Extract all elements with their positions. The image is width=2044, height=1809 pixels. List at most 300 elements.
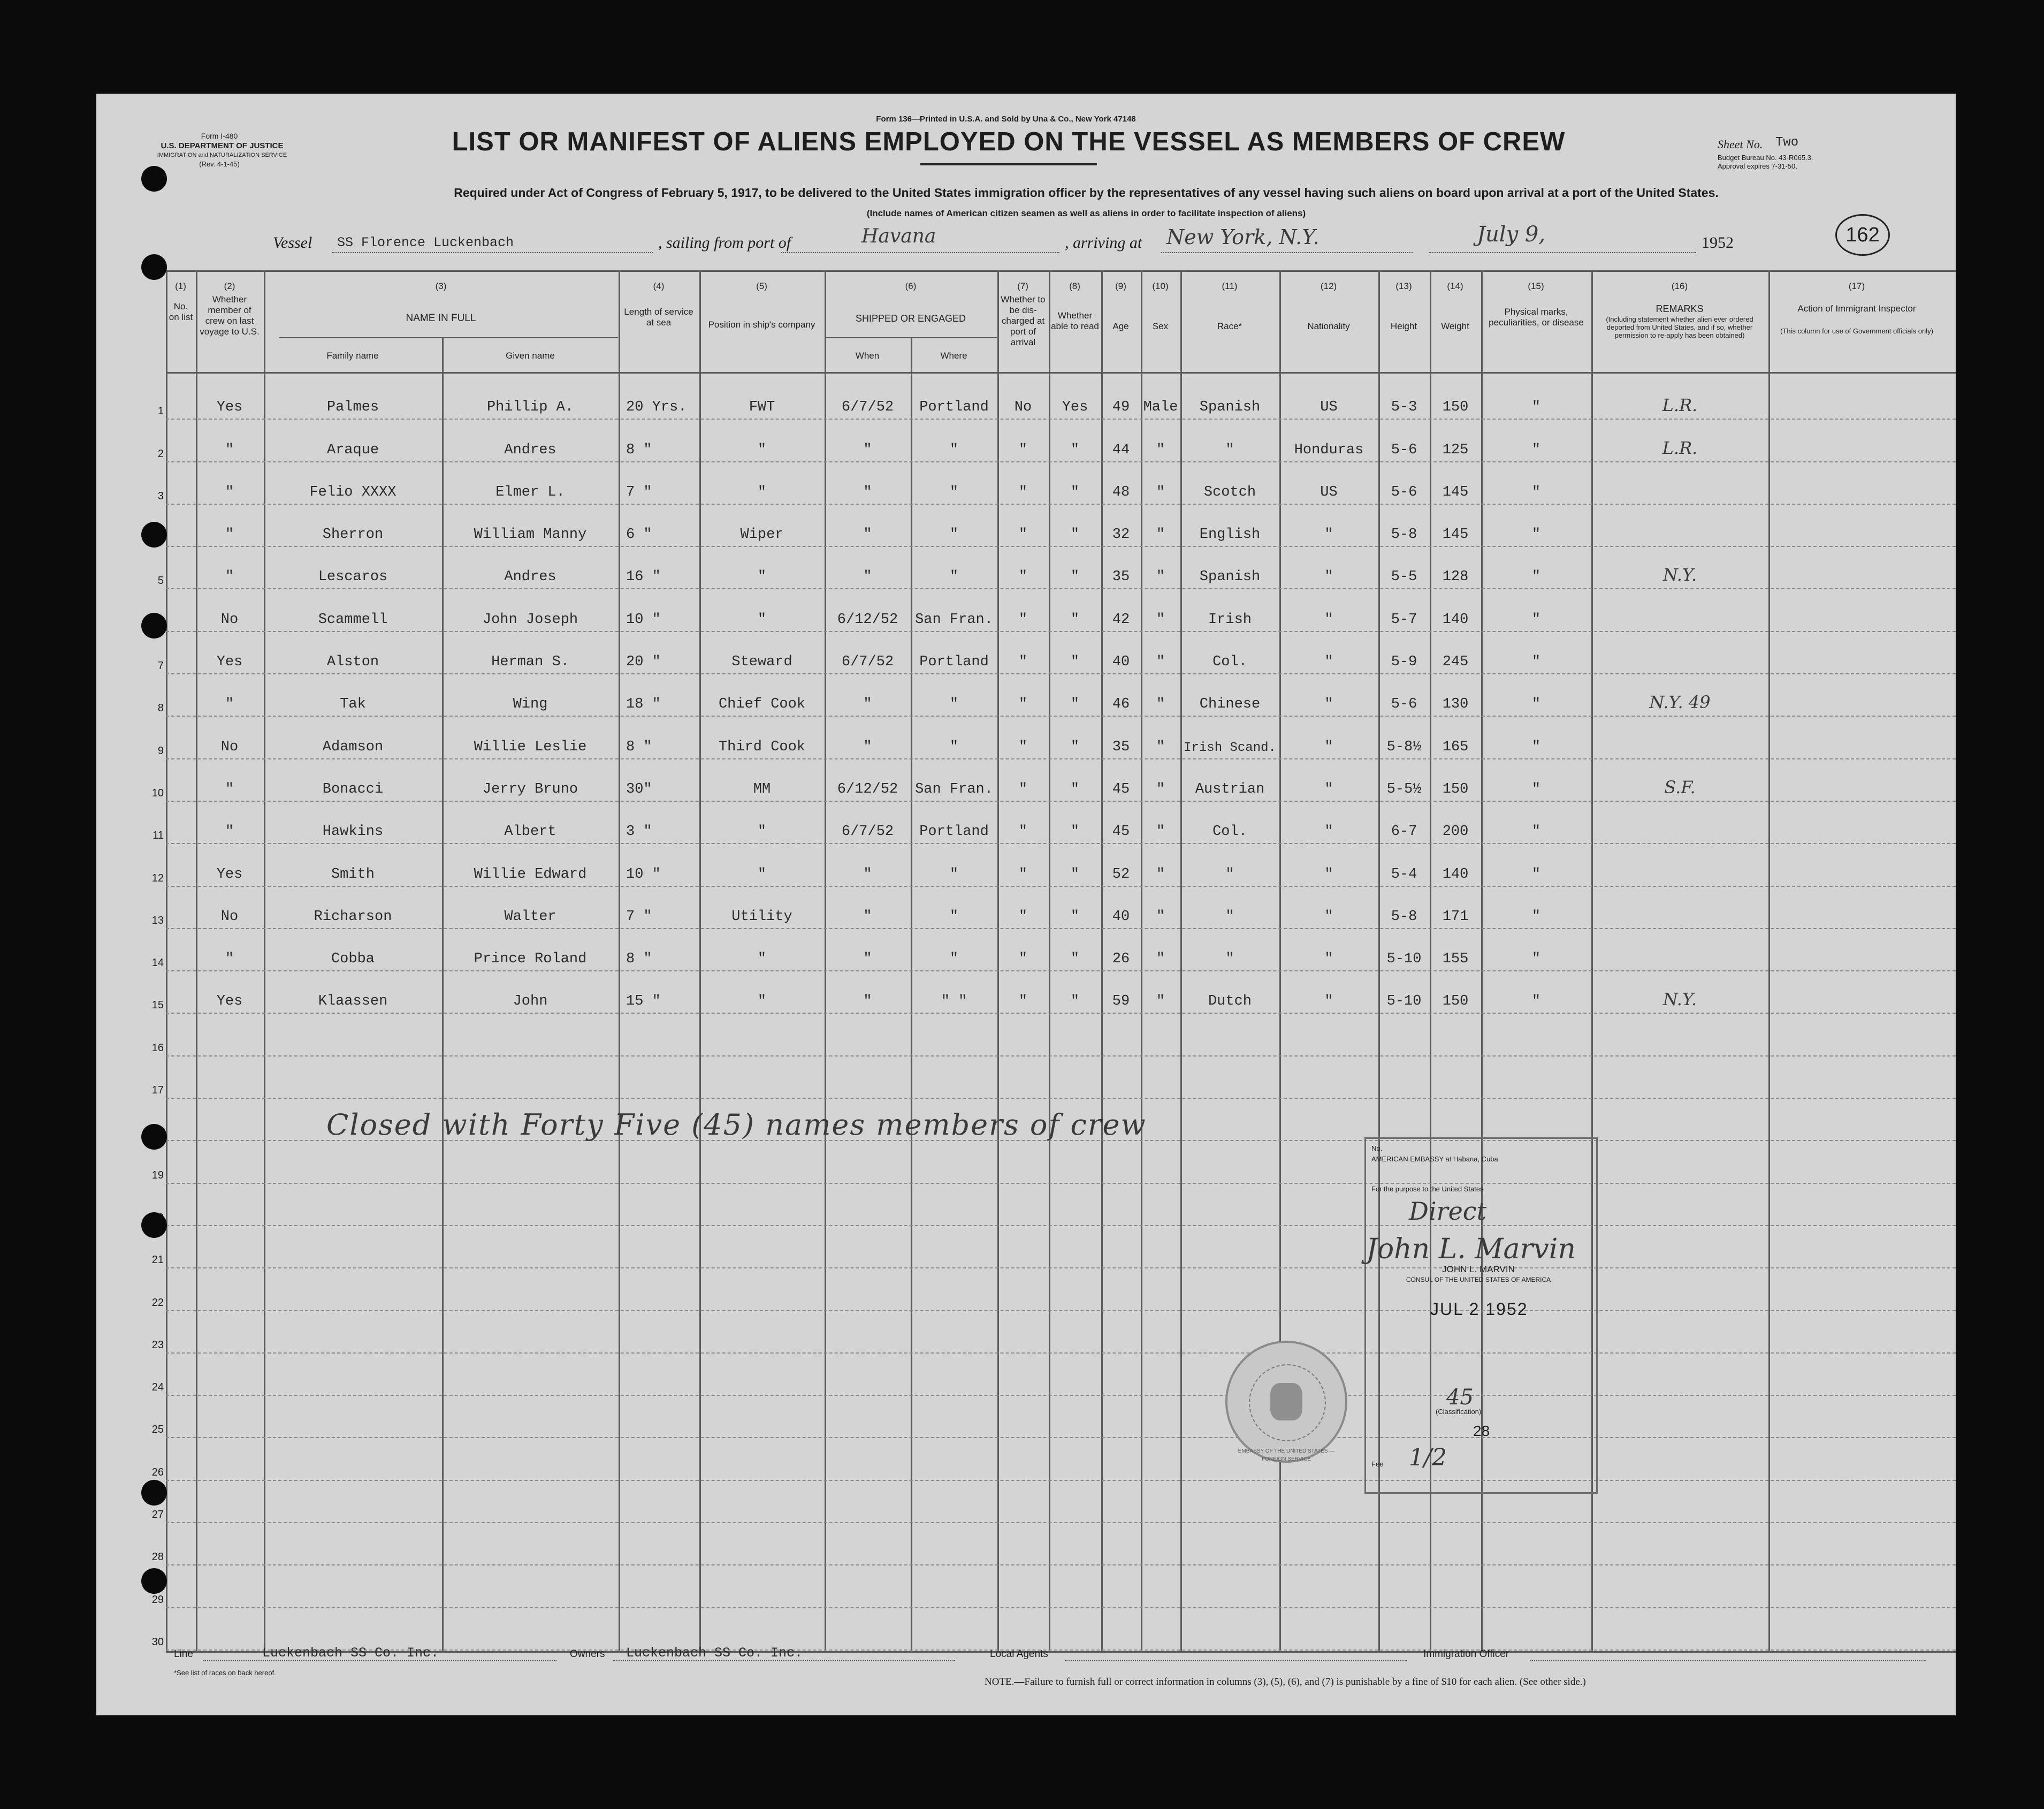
age: 40	[1112, 654, 1130, 671]
family-name: Bonacci	[322, 781, 384, 797]
age: 45	[1112, 824, 1130, 840]
crew-prev-voyage: "	[225, 569, 234, 586]
punch-hole	[141, 613, 167, 639]
row-number: 14	[151, 957, 164, 969]
col-label-age: Age	[1112, 321, 1129, 331]
table-row	[96, 1523, 1956, 1565]
service-length: 8 "	[626, 951, 652, 968]
nationality: Honduras	[1294, 442, 1364, 458]
stamp-embassy: AMERICAN EMBASSY at Habana, Cuba	[1371, 1155, 1498, 1163]
arriving-underline	[1161, 252, 1413, 253]
physical-marks: "	[1531, 824, 1541, 840]
shipped-where: "	[949, 527, 959, 543]
height: 5-7	[1391, 611, 1417, 628]
crew-prev-voyage: Yes	[216, 866, 243, 883]
stamp-number-label: No.	[1371, 1144, 1383, 1152]
discharge-flag: "	[1018, 442, 1028, 458]
height: 5-5	[1391, 569, 1417, 586]
col-label-given-name: Given name	[506, 351, 555, 361]
col-num-14: (14)	[1447, 281, 1463, 291]
race: "	[1225, 951, 1234, 968]
closing-note: Closed with Forty Five (45) names members of crew	[326, 1108, 1147, 1142]
nationality: "	[1324, 739, 1333, 755]
shipped-when: "	[863, 951, 872, 968]
col-num-7: (7)	[1017, 281, 1028, 291]
family-name: Palmes	[326, 399, 379, 416]
page-number-circle: 162	[1835, 214, 1890, 256]
table-row	[96, 1014, 1956, 1056]
service-length: 8 "	[626, 442, 652, 458]
shipped-where: Portland	[919, 654, 989, 671]
service-length: 8 "	[626, 739, 652, 755]
table-row	[96, 1396, 1956, 1438]
physical-marks: "	[1531, 993, 1541, 1010]
row-number: 2	[157, 447, 164, 460]
shipped-when: 6/12/52	[837, 611, 898, 628]
family-name: Araque	[326, 442, 379, 458]
col-num-3: (3)	[435, 281, 447, 291]
nationality: "	[1324, 908, 1333, 925]
line-value: Luckenbach SS Co. Inc.	[262, 1645, 439, 1661]
age: 45	[1112, 781, 1130, 797]
name-subheader-rule	[279, 337, 618, 338]
service-length: 7 "	[626, 908, 652, 925]
given-name: Walter	[504, 908, 556, 925]
given-name: Herman S.	[491, 654, 569, 671]
row-number: 26	[151, 1466, 164, 1478]
col-label-remarks: REMARKS	[1656, 303, 1704, 314]
age: 42	[1112, 611, 1130, 628]
table-row	[96, 1226, 1956, 1268]
weight: 245	[1442, 654, 1469, 671]
ship-position: Wiper	[740, 527, 784, 543]
age: 59	[1112, 993, 1130, 1010]
given-name: Jerry Bruno	[482, 781, 578, 797]
shipped-where: Portland	[919, 824, 989, 840]
remarks: L.R.	[1662, 395, 1698, 416]
col-label-position: Position in ship's company	[708, 320, 815, 330]
col-num-10: (10)	[1152, 281, 1169, 291]
col-label-family-name: Family name	[326, 351, 379, 361]
col-num-8: (8)	[1069, 281, 1080, 291]
remarks: N.Y.	[1662, 989, 1697, 1010]
able-to-read: "	[1070, 696, 1080, 713]
table-row	[96, 1439, 1956, 1481]
row-number: 11	[152, 830, 164, 842]
family-name: Scammell	[318, 611, 388, 628]
able-to-read: "	[1070, 654, 1080, 671]
table-body	[96, 377, 1956, 1651]
discharge-flag: "	[1018, 739, 1028, 755]
col-num-11: (11)	[1222, 281, 1238, 291]
service-length: 10 "	[626, 611, 661, 628]
family-name: Cobba	[331, 951, 375, 968]
height: 5-6	[1391, 484, 1417, 500]
nationality: "	[1324, 781, 1333, 797]
col-label-read: Whether able to read	[1051, 310, 1099, 331]
table-top-rule	[166, 270, 1956, 272]
height: 5-8	[1391, 908, 1417, 925]
service-length: 7 "	[626, 484, 652, 500]
height: 6-7	[1391, 824, 1417, 840]
row-number: 9	[157, 744, 164, 757]
given-name: John	[513, 993, 548, 1010]
col-label-discharge: Whether to be dis-charged at port of arrival	[1001, 294, 1046, 347]
crew-prev-voyage: No	[220, 611, 239, 628]
shipped-when: 6/12/52	[837, 781, 898, 797]
col-label-name: NAME IN FULL	[406, 313, 476, 324]
include-statement: (Include names of American citizen seamen as well as aliens in order to facilitate inspection of aliens)	[866, 208, 1306, 218]
crew-prev-voyage: "	[225, 824, 234, 840]
sex: "	[1156, 442, 1165, 458]
crew-prev-voyage: Yes	[216, 654, 243, 671]
service-name: IMMIGRATION and NATURALIZATION SERVICE	[157, 152, 287, 158]
physical-marks: "	[1531, 739, 1541, 755]
table-row	[96, 377, 1956, 420]
crew-prev-voyage: "	[225, 527, 234, 543]
family-name: Adamson	[322, 739, 384, 755]
crew-prev-voyage: "	[225, 696, 234, 713]
owners-value: Luckenbach SS Co. Inc.	[626, 1645, 803, 1661]
table-row	[96, 462, 1956, 505]
physical-marks: "	[1531, 866, 1541, 883]
punch-hole	[141, 1212, 167, 1238]
physical-marks: "	[1531, 442, 1541, 458]
given-name: Elmer L.	[495, 484, 565, 500]
nationality: "	[1324, 569, 1333, 586]
sailing-label: , sailing from port of	[658, 234, 791, 252]
able-to-read: "	[1070, 781, 1080, 797]
table-row	[96, 590, 1956, 632]
able-to-read: "	[1070, 993, 1080, 1010]
col-num-17: (17)	[1848, 281, 1865, 291]
races-note: *See list of races on back hereof.	[174, 1669, 276, 1677]
fine-note: NOTE.—Failure to furnish full or correct information in columns (3), (5), (6), and (7) is punishable by a fine of $10 for each alien. (See other side.)	[985, 1676, 1586, 1688]
embassy-seal	[1225, 1341, 1347, 1463]
row-number: 24	[151, 1381, 164, 1394]
punch-hole	[141, 254, 167, 280]
shipped-where: "	[949, 696, 959, 713]
col-label-height: Height	[1390, 321, 1417, 331]
race: Dutch	[1208, 993, 1252, 1010]
able-to-read: "	[1070, 442, 1080, 458]
owners-label: Owners	[570, 1648, 605, 1660]
col-num-9: (9)	[1115, 281, 1126, 291]
shipped-when: "	[863, 866, 872, 883]
arriving-port: New York, N.Y.	[1166, 225, 1320, 249]
table-row	[96, 971, 1956, 1014]
physical-marks: "	[1531, 951, 1541, 968]
nationality: "	[1324, 611, 1333, 628]
remarks: L.R.	[1662, 437, 1698, 458]
col-label-marks: Physical marks, peculiarities, or disease	[1489, 307, 1584, 328]
height: 5-5½	[1386, 781, 1422, 797]
table-row	[96, 1565, 1956, 1608]
table-row	[96, 844, 1956, 886]
given-name: Willie Leslie	[474, 739, 587, 755]
service-length: 20 "	[626, 654, 661, 671]
ship-position: "	[757, 824, 767, 840]
shipped-where: "	[949, 739, 959, 755]
able-to-read: "	[1070, 739, 1080, 755]
table-row	[96, 1268, 1956, 1311]
col-num-5: (5)	[756, 281, 767, 291]
manifest-sheet	[96, 94, 1956, 1715]
crew-prev-voyage: Yes	[216, 399, 243, 416]
crew-prev-voyage: "	[225, 781, 234, 797]
shipped-where: "	[949, 951, 959, 968]
ship-position: "	[757, 569, 767, 586]
remarks: N.Y. 49	[1649, 692, 1711, 713]
col-label-when: When	[855, 351, 880, 361]
able-to-read: "	[1070, 866, 1080, 883]
col-num-6: (6)	[905, 281, 917, 291]
age: 26	[1112, 951, 1130, 968]
race: "	[1225, 866, 1234, 883]
required-statement: Required under Act of Congress of February 5, 1917, to be delivered to the United States immigration officer by the representatives of any vessel having such aliens on board upon arrival at a port of the United States.	[454, 186, 1719, 200]
discharge-flag: "	[1018, 484, 1028, 500]
family-name: Felio XXXX	[309, 484, 396, 500]
ship-position: Steward	[731, 654, 792, 671]
line-label: Line	[174, 1648, 193, 1660]
seal-legend: EMBASSY OF THE UNITED STATES — FOREIGN SERVICE	[1238, 1448, 1335, 1462]
nationality: "	[1324, 951, 1333, 968]
col-num-4: (4)	[653, 281, 665, 291]
punch-hole	[141, 1480, 167, 1506]
discharge-flag: No	[1014, 399, 1032, 416]
crew-prev-voyage: "	[225, 951, 234, 968]
owners-underline	[613, 1660, 955, 1661]
physical-marks: "	[1531, 654, 1541, 671]
ship-position: "	[757, 951, 767, 968]
vessel-name: SS Florence Luckenbach	[337, 235, 514, 250]
row-number: 28	[151, 1551, 164, 1563]
weight: 145	[1442, 484, 1469, 500]
discharge-flag: "	[1018, 993, 1028, 1010]
height: 5-3	[1391, 399, 1417, 416]
footer	[96, 1643, 1956, 1707]
ship-position: MM	[753, 781, 771, 797]
age: 48	[1112, 484, 1130, 500]
able-to-read: Yes	[1062, 399, 1088, 416]
consular-stamp	[1364, 1137, 1598, 1494]
service-length: 3 "	[626, 824, 652, 840]
family-name: Klaassen	[318, 993, 388, 1010]
service-length: 18 "	[626, 696, 661, 713]
row-number: 13	[151, 914, 164, 926]
header-bottom-rule	[166, 372, 1956, 374]
row-number: 27	[151, 1509, 164, 1521]
sailing-underline	[781, 252, 1059, 253]
discharge-flag: "	[1018, 866, 1028, 883]
discharge-flag: "	[1018, 569, 1028, 586]
race: Scotch	[1203, 484, 1256, 500]
given-name: Willie Edward	[474, 866, 587, 883]
row-number: 7	[157, 660, 164, 672]
row-number: 29	[151, 1593, 164, 1606]
shipped-where: " "	[941, 993, 967, 1010]
shipped-when: "	[863, 993, 872, 1010]
shipped-when: "	[863, 908, 872, 925]
table-row	[96, 887, 1956, 929]
age: 35	[1112, 569, 1130, 586]
ship-position: Chief Cook	[718, 696, 806, 713]
table-row	[96, 1311, 1956, 1354]
nationality: "	[1324, 993, 1333, 1010]
table-row	[96, 547, 1956, 589]
weight: 140	[1442, 866, 1469, 883]
weight: 150	[1442, 399, 1469, 416]
race: Spanish	[1199, 569, 1261, 586]
date-underline	[1429, 252, 1696, 253]
stamp-fee-label: Fee	[1371, 1460, 1384, 1468]
punch-hole	[141, 522, 167, 548]
col-label-where: Where	[940, 351, 967, 361]
crew-table	[96, 270, 1956, 1675]
ship-position: "	[757, 611, 767, 628]
service-length: 6 "	[626, 527, 652, 543]
family-name: Lescaros	[318, 569, 388, 586]
table-row	[96, 505, 1956, 547]
able-to-read: "	[1070, 527, 1080, 543]
nationality: "	[1324, 654, 1333, 671]
height: 5-9	[1391, 654, 1417, 671]
race: Chinese	[1199, 696, 1261, 713]
table-row	[96, 759, 1956, 802]
race: Spanish	[1199, 399, 1261, 416]
table-row	[96, 929, 1956, 971]
shipped-subheader-rule	[825, 337, 997, 338]
shipped-where: "	[949, 569, 959, 586]
service-length: 30"	[626, 781, 652, 797]
printer-line: Form 136—Printed in U.S.A. and Sold by Una & Co., New York 47148	[876, 115, 1136, 124]
shipped-where: San Fran.	[915, 611, 993, 628]
table-row	[96, 632, 1956, 674]
race: "	[1225, 442, 1234, 458]
row-number: 3	[157, 490, 164, 502]
sex: "	[1156, 866, 1165, 883]
family-name: Sherron	[322, 527, 384, 543]
family-name: Hawkins	[322, 824, 384, 840]
sex: "	[1156, 484, 1165, 500]
shipped-when: "	[863, 739, 872, 755]
weight: 145	[1442, 527, 1469, 543]
row-number: 15	[151, 999, 164, 1012]
physical-marks: "	[1531, 527, 1541, 543]
col-note-inspector: (This column for use of Government officials only)	[1780, 327, 1933, 335]
race: Irish	[1208, 611, 1252, 628]
physical-marks: "	[1531, 484, 1541, 500]
able-to-read: "	[1070, 824, 1080, 840]
height: 5-8½	[1386, 739, 1422, 755]
col-label-service: Length of service at sea	[624, 307, 693, 328]
sex: "	[1156, 824, 1165, 840]
table-row	[96, 1481, 1956, 1523]
crew-prev-voyage: No	[220, 908, 239, 925]
sex: "	[1156, 654, 1165, 671]
shipped-where: "	[949, 908, 959, 925]
arrival-year: 1952	[1702, 234, 1734, 252]
shipped-when: "	[863, 527, 872, 543]
budget-number: Budget Bureau No. 43-R065.3.	[1718, 154, 1813, 162]
service-length: 16 "	[626, 569, 661, 586]
department: U.S. DEPARTMENT OF JUSTICE	[161, 141, 284, 150]
immigration-officer-label: Immigration Officer	[1423, 1648, 1509, 1660]
form-title: LIST OR MANIFEST OF ALIENS EMPLOYED ON THE VESSEL AS MEMBERS OF CREW	[452, 127, 1566, 156]
stamp-consul-name: JOHN L. MARVIN	[1442, 1264, 1515, 1274]
col-num-2: (2)	[224, 281, 235, 291]
race: Col.	[1212, 654, 1247, 671]
approval-expiry: Approval expires 7-31-50.	[1718, 162, 1797, 170]
arriving-label: , arriving at	[1065, 234, 1142, 252]
given-name: Andres	[504, 569, 556, 586]
shipped-when: "	[863, 696, 872, 713]
stamp-count: 45	[1446, 1385, 1474, 1410]
table-row	[96, 674, 1956, 717]
row-number: 21	[151, 1254, 164, 1266]
row-number: 8	[157, 702, 164, 715]
punch-hole	[141, 166, 167, 192]
age: 32	[1112, 527, 1130, 543]
sex: "	[1156, 781, 1165, 797]
remarks: N.Y.	[1662, 565, 1697, 586]
col-label-race: Race*	[1217, 321, 1242, 331]
shipped-where: "	[949, 866, 959, 883]
crew-prev-voyage: "	[225, 484, 234, 500]
service-length: 10 "	[626, 866, 661, 883]
col-label-weight: Weight	[1441, 321, 1469, 331]
row-number: 22	[151, 1296, 164, 1309]
service-length: 20 Yrs.	[626, 399, 687, 416]
punch-hole	[141, 1124, 167, 1150]
stamp-signature-2: John L. Marvin	[1366, 1233, 1576, 1265]
table-row	[96, 1354, 1956, 1396]
col-num-16: (16)	[1671, 281, 1688, 291]
sex: "	[1156, 527, 1165, 543]
nationality: "	[1324, 696, 1333, 713]
physical-marks: "	[1531, 569, 1541, 586]
physical-marks: "	[1531, 611, 1541, 628]
given-name: Albert	[504, 824, 556, 840]
stamp-classification: (Classification)	[1436, 1408, 1482, 1416]
weight: 130	[1442, 696, 1469, 713]
table-row	[96, 1056, 1956, 1099]
sex: "	[1156, 951, 1165, 968]
discharge-flag: "	[1018, 908, 1028, 925]
weight: 200	[1442, 824, 1469, 840]
age: 35	[1112, 739, 1130, 755]
row-number: 16	[151, 1042, 164, 1054]
height: 5-6	[1391, 442, 1417, 458]
row-number: 5	[157, 575, 164, 587]
sex: "	[1156, 696, 1165, 713]
sex: "	[1156, 739, 1165, 755]
col-num-12: (12)	[1320, 281, 1337, 291]
row-number: 19	[151, 1169, 164, 1181]
eagle-emblem-icon	[1270, 1383, 1302, 1420]
family-name: Richarson	[314, 908, 392, 925]
officer-underline	[1530, 1660, 1926, 1661]
sheet-number: Two	[1775, 135, 1799, 150]
nationality: US	[1320, 484, 1338, 500]
physical-marks: "	[1531, 908, 1541, 925]
physical-marks: "	[1531, 696, 1541, 713]
local-agents-label: Local Agents	[990, 1648, 1048, 1660]
crew-prev-voyage: "	[225, 442, 234, 458]
table-row	[96, 802, 1956, 844]
row-number: 17	[151, 1084, 164, 1097]
discharge-flag: "	[1018, 696, 1028, 713]
